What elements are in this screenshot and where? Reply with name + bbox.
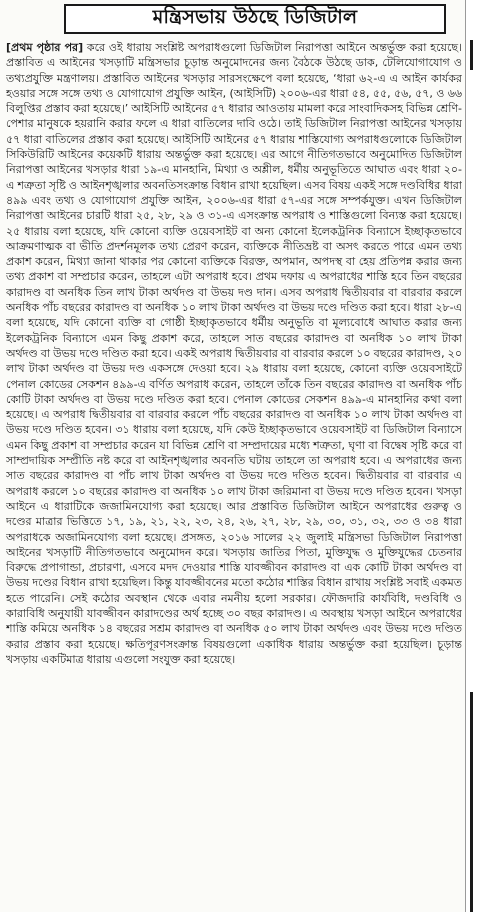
headline: মন্ত্রিসভায় উঠছে ডিজিটাল (152, 6, 358, 28)
continuation-marker: [প্রথম পৃষ্ঠার পর] (6, 41, 84, 54)
headline-box (64, 4, 446, 34)
article-paragraph (6, 40, 462, 667)
article-text: করে ওই ধারায় সংশ্লিষ্ট অপরাধগুলো ডিজিটাল নিরাপত্তা আইনে অন্তর্ভুক্ত করা হয়েছে। প্রস্তাবিত এ আইনের খসড়াটি মন্ত্রিসভার চূড়ান্ত অনুমোদনের জন্য বৈঠকে উঠছে ডাক, টেলিযোগাযোগ ও তথ্যপ্রযুক্তি মন্ত্রণালয়। প্রস্তাবিত আইনের খসড়ার সারসংক্ষেপে বলা হয়েছে, ‘ধারা ৬২-এ এ আইন কার্যকর হওয়ার সঙ্গে সঙ্গে তথ্য ও যোগাযোগ প্রযুক্তি আইন, (আইসিটি) ২০০৬-এর ধারা ৫৪, ৫৫, ৫৬, ৫৭, ও ৬৬ বিলুপ্তির প্রস্তাব করা হয়েছে।’ আইসিটি আইনের ৫৭ ধারার আওতায় মামলা করে সাংবাদিকসহ বিভিন্ন শ্রেণি-পেশার মানুষকে হয়রানি করার ফলে এ ধারা বাতিলের দাবি ওঠে। তাই ডিজিটাল নিরাপত্তা আইনের খসড়ায় ৫৭ ধারা বাতিলের প্রস্তাব করা হয়েছে। আইসিটি আইনের ৫৭ ধারায় শাস্তিযোগ্য অপরাধগুলোকে ডিজিটাল সিকিউরিটি আইনের কয়েকটি ধারায় অন্তর্ভুক্ত করা হয়েছে। এর আগে নীতিগতভাবে অনুমোদিত ডিজিটাল নিরাপত্তা আইনের খসড়ার ধারা ১৯-এ মানহানি, মিথ্যা ও অশ্লীল, ধর্মীয় অনুভূতিতে আঘাত এবং ধারা ২০-এ শত্রুতা সৃষ্টি ও আইনশৃঙ্খলার অবনতিসংক্রান্ত বিধান রাখা হয়েছিল। এসব বিষয় একই সঙ্গে দণ্ডবিধির ধারা ৪৯৯ এবং তথ্য ও যোগাযোগ প্রযুক্তি আইন, ২০০৬-এর ধারা ৫৭-এর সঙ্গে সম্পর্কযুক্ত। এখন ডিজিটাল নিরাপত্তা আইনের চারটি ধারা ২৫, ২৮, ২৯ ও ৩১-এ এসংক্রান্ত অপরাধ ও শাস্তিগুলো বিন্যস্ত করা হয়েছে। ২৫ ধারায় বলা হয়েছে, যদি কোনো ব্যক্তি ওয়েবসাইট বা অন্য কোনো ইলেকট্রনিক বিন্যাসে ইচ্ছাকৃতভাবে আক্রমণাত্মক বা ভীতি প্রদর্শনমূলক তথ্য প্রেরণ করেন, ব্যক্তিকে নীতিভ্রষ্ট বা অসৎ করতে পারে এমন তথ্য প্রকাশ করেন, মিথ্যা জানা থাকার পর কোনো ব্যক্তিকে বিরক্ত, অপমান, অপদস্থ বা হেয় প্রতিপন্ন করার জন্য তথ্য প্রকাশ বা সম্প্রচার করেন, তাহলে এটা অপরাধ হবে। প্রথম দফায় এ অপরাধের শাস্তি হবে তিন বছরের কারাদণ্ড বা অনধিক তিন লাখ টাকা অর্থদণ্ড বা উভয় দণ্ড দান। এসব অপরাধ দ্বিতীয়বার বা বারবার করলে অনধিক পাঁচ বছরের কারাদণ্ড বা অনধিক ১০ লাখ টাকা অর্থদণ্ড বা উভয় দণ্ডে দণ্ডিত করা হবে। ধারা ২৮-এ বলা হয়েছে, যদি কোনো ব্যক্তি বা গোষ্ঠী ইচ্ছাকৃতভাবে ধর্মীয় অনুভূতি বা মূল্যবোধে আঘাত করার জন্য ইলেকট্রনিক বিন্যাসে এমন কিছু প্রকাশ করে, তাহলে সাত বছরের কারাদণ্ড বা অনধিক ১০ লাখ টাকা অর্থদণ্ড বা উভয় দণ্ডে দণ্ডিত করা হবে। একই অপরাধ দ্বিতীয়বার বা বারবার করলে ১০ বছরের কারাদণ্ড, ২০ লাখ টাকা অর্থদণ্ড বা উভয় দণ্ড একসঙ্গে দেওয়া হবে। ২৯ ধারায় বলা হয়েছে, কোনো ব্যক্তি ওয়েবসাইটে পেনাল কোডের সেকশন ৪৯৯-এ বর্ণিত অপরাধ করেন, তাহলে তাঁকে তিন বছরের কারাদণ্ড বা অনধিক পাঁচ কোটি টাকা অর্থদণ্ড বা উভয় দণ্ডে দণ্ডিত করা হবে। পেনাল কোডের সেকশন ৪৯৯-এ মানহানির কথা বলা হয়েছে। এ অপরাধ দ্বিতীয়বার বা বারবার করলে পাঁচ বছরের কারাদণ্ড বা অনধিক ১০ লাখ টাকা অর্থদণ্ড বা উভয় দণ্ডে দণ্ডিত হবেন। ৩১ ধারায় বলা হয়েছে, যদি কেউ ইচ্ছাকৃতভাবে ওয়েবসাইট বা ডিজিটাল বিন্যাসে এমন কিছু প্রকাশ বা সম্প্রচার করেন যা বিভিন্ন শ্রেণি বা সম্প্রদায়ের মধ্যে শত্রুতা, ঘৃণা বা বিদ্বেষ সৃষ্টি করে বা সাম্প্রদায়িক সম্প্রীতি নষ্ট করে বা আইনশৃঙ্খলার অবনতি ঘটায় তাহলে তা অপরাধ হবে। এ অপরাধের জন্য সাত বছরের কারাদণ্ড বা পাঁচ লাখ টাকা অর্থদণ্ড বা উভয় দণ্ডে দণ্ডিত হবেন। দ্বিতীয়বার বা বারবার এ অপরাধ করলে ১০ বছরের কারাদণ্ড বা অনধিক ১০ লাখ টাকা জরিমানা বা উভয় দণ্ডে দণ্ডিত হবেন। খসড়া আইনে এ ধারাটিকে জজামিনযোগ্য করা হয়েছে। আর প্রস্তাবিত ডিজিটাল আইনে অপরাধের গুরুত্ব ও দণ্ডের মাত্রার ভিত্তিতে ১৭, ১৯, ২১, ২২, ২৩, ২৪, ২৬, ২৭, ২৮, ২৯, ৩০, ৩১, ৩২, ৩৩ ও ৩৪ ধারা অপরাধকে অজামিনযোগ্য বলা হয়েছে। প্রসঙ্গত, ২০১৬ সালের ২২ জুলাই মন্ত্রিসভা ডিজিটাল নিরাপত্তা আইনের খসড়াটি নীতিগতভাবে অনুমোদন করে। খসড়ায় জাতির পিতা, মুক্তিযুদ্ধ ও মুক্তিযুদ্ধের চেতনার বিরুদ্ধে প্রপাগান্ডা, প্রচারণা, এসবে মদদ দেওয়ার শাস্তি যাবজ্জীবন কারাদণ্ড বা এক কোটি টাকা অর্থদণ্ড বা উভয় দণ্ডের বিধান রাখা হয়েছিল। কিন্তু যাবজ্জীবনের মতো কঠোর শাস্তির বিধান রাখায় সংশ্লিষ্ট সবাই একমত হতে পারেনি। সেই কঠোর অবস্থান থেকে এবার নমনীয় হলো সরকার। ফৌজদারি কার্যবিধি, দণ্ডবিধি ও কারাবিধি অনুযায়ী যাবজ্জীবন কারাদণ্ডের অর্থ হচ্ছে ৩০ বছর কারাদণ্ড। এ অবস্থায় খসড়া আইনে অপরাধের শাস্তি কমিয়ে অনধিক ১৪ বছরের সশ্রম কারাদণ্ড বা অনধিক ৫০ লাখ টাকা অর্থদণ্ড এবং উভয় দণ্ডে দণ্ডিত করার প্রস্তাব করা হয়েছে। ক্ষতিপূরণসংক্রান্ত বিষয়গুলো একাধিক ধারায় অন্তর্ভুক্ত করা হয়েছিল। চূড়ান্ত খসড়ায় একটিমাত্র ধারায় এগুলো সংযুক্ত করা হয়েছে। (6, 41, 462, 666)
page-edge-divider (465, 0, 477, 912)
adjacent-column-mark-top (470, 40, 473, 70)
article-body (6, 40, 462, 908)
adjacent-column-mark-bottom (470, 692, 473, 912)
